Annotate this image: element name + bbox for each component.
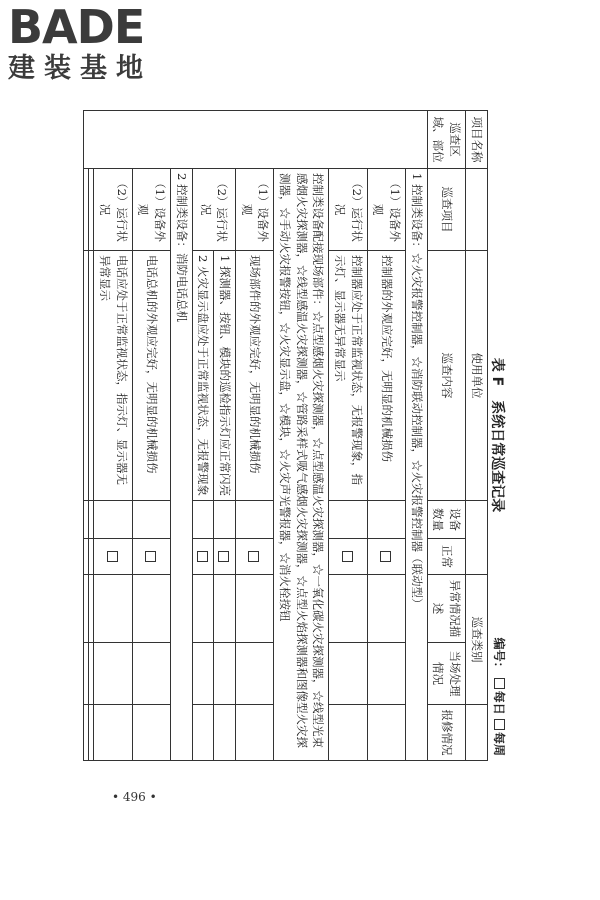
header-row-1: [466, 111, 488, 761]
field-devices-intro: 控制类设备配接现场部件：☆点型感烟火灾探测器，☆点型感温火灾探测器，☆一氧化碳火灾探测器，☆线型光束感烟火灾探测器，☆线型感温火灾探测器，☆管路采样式吸气感烟火灾探测器，☆点型火焰探测器和图像型火灾探测器，☆手动火灾报警按钮，☆火灾显示盘，☆模块，☆火灾声光警报器，☆消火栓按钮: [274, 169, 329, 761]
table-row: [132, 111, 170, 761]
rotated-record-sheet: [97, 110, 510, 760]
handling-label: 当场处理情况: [427, 643, 465, 705]
report-label: 报修情况: [427, 705, 465, 761]
device-count-cell[interactable]: [89, 501, 94, 539]
abnormal-cell[interactable]: [235, 575, 273, 643]
normal-checkbox-cell: [132, 539, 170, 575]
report-cell[interactable]: [132, 705, 170, 761]
content-cell-empty[interactable]: [89, 251, 94, 501]
device-count-cell[interactable]: [132, 501, 170, 539]
item-cell-empty[interactable]: [89, 169, 94, 251]
abnormal-cell[interactable]: [132, 575, 170, 643]
table-row: [214, 111, 236, 761]
normal-checkbox-cell: [192, 539, 214, 575]
normal-checkbox-cell: [367, 539, 405, 575]
normal-checkbox-cell: [235, 539, 273, 575]
abnormal-cell[interactable]: [192, 575, 214, 643]
document-title: 表 F 系统日常巡查记录: [489, 357, 505, 513]
content-cell: 现场部件的外观应完好，无明显的机械损伤: [235, 251, 273, 501]
device-count-cell[interactable]: [367, 501, 405, 539]
item-cell: （1）设备外观: [132, 169, 170, 251]
abnormal-cell[interactable]: [94, 575, 132, 643]
user-unit-label: 使用单位: [466, 251, 488, 501]
report-cell[interactable]: [89, 705, 94, 761]
daily-checkbox[interactable]: [494, 678, 505, 689]
normal-cell-empty[interactable]: [84, 539, 89, 575]
normal-checkbox[interactable]: [145, 551, 156, 562]
content-cell: 控制器的外观应完好，无明显的机械损伤: [367, 251, 405, 501]
table-row: [235, 111, 273, 761]
table-row: [274, 111, 329, 761]
handling-cell[interactable]: [132, 643, 170, 705]
abnormal-cell[interactable]: [89, 575, 94, 643]
logo-tagline: 建装基地: [8, 53, 152, 84]
section-1-title: 1 控制类设备：☆火灾报警控制器，☆消防联动控制器，☆火灾报警控制器（联动型）: [405, 169, 427, 761]
device-count-cell[interactable]: [235, 501, 273, 539]
abnormal-label: 异常情况描述: [427, 575, 465, 643]
normal-checkbox[interactable]: [218, 551, 229, 562]
report-cell[interactable]: [235, 705, 273, 761]
report-cell[interactable]: [84, 705, 89, 761]
brand-logo: [8, 0, 178, 88]
content-cell-empty[interactable]: [84, 251, 89, 501]
handling-cell[interactable]: [214, 643, 236, 705]
content-cell: 1 探测器、按钮、模块的巡检指示灯应正常闪亮: [214, 251, 236, 501]
report-cell[interactable]: [192, 705, 214, 761]
item-label: 巡查项目: [427, 169, 465, 251]
inspection-category-label: 巡查类别: [466, 575, 488, 705]
handling-cell[interactable]: [329, 643, 367, 705]
abnormal-cell[interactable]: [84, 575, 89, 643]
project-name-value[interactable]: [466, 169, 488, 251]
device-count-cell[interactable]: [214, 501, 236, 539]
handling-cell[interactable]: [94, 643, 132, 705]
report-cell[interactable]: [329, 705, 367, 761]
normal-checkbox-cell: [329, 539, 367, 575]
item-cell: （2）运行状况: [94, 169, 132, 251]
normal-cell-empty[interactable]: [89, 539, 94, 575]
content-cell: 电话应处于正常监视状态，指示灯、显示器无异常显示: [94, 251, 132, 501]
device-count-label: 设备数量: [427, 501, 465, 539]
handling-cell[interactable]: [367, 643, 405, 705]
abnormal-cell[interactable]: [367, 575, 405, 643]
section-2-title: 2 控制类设备：消防电话总机: [170, 169, 192, 761]
device-count-cell[interactable]: [329, 501, 367, 539]
serial-and-frequency: [491, 638, 508, 756]
inspection-category-value[interactable]: [466, 705, 488, 761]
normal-checkbox-cell: [94, 539, 132, 575]
abnormal-cell[interactable]: [214, 575, 236, 643]
content-label: 巡查内容: [427, 251, 465, 501]
report-cell[interactable]: [367, 705, 405, 761]
handling-cell[interactable]: [84, 643, 89, 705]
table-row: [94, 111, 132, 761]
abnormal-cell[interactable]: [329, 575, 367, 643]
report-cell[interactable]: [94, 705, 132, 761]
item-cell: （2）运行状况: [192, 169, 235, 251]
normal-checkbox[interactable]: [342, 551, 353, 562]
content-cell: 控制器应处于正常监视状态，无报警现象，指示灯、显示器无异常显示: [329, 251, 367, 501]
item-cell-empty[interactable]: [84, 169, 89, 251]
table-row: [367, 111, 405, 761]
content-cell: 2 火灾显示盘应处于正常监视状态，无报警现象: [192, 251, 214, 501]
normal-checkbox[interactable]: [197, 551, 208, 562]
weekly-checkbox[interactable]: [494, 719, 505, 730]
normal-checkbox[interactable]: [380, 551, 391, 562]
table-row: [84, 111, 89, 761]
table-row: [405, 111, 427, 761]
handling-cell[interactable]: [235, 643, 273, 705]
page-number: • 496 •: [112, 790, 157, 804]
project-name-label: 项目名称: [466, 111, 488, 169]
table-row: [329, 111, 367, 761]
normal-checkbox[interactable]: [248, 551, 259, 562]
area-label: 巡查区域、部位: [427, 111, 465, 169]
logo-wordmark: BADE: [8, 0, 145, 54]
device-count-cell[interactable]: [94, 501, 132, 539]
user-unit-value[interactable]: [466, 501, 488, 575]
normal-checkbox[interactable]: [107, 551, 118, 562]
device-count-cell[interactable]: [192, 501, 214, 539]
report-cell[interactable]: [214, 705, 236, 761]
header-row-2: [427, 111, 465, 761]
serial-label: 编号：: [492, 637, 506, 674]
weekly-label: 每周: [492, 731, 506, 756]
table-row: [89, 111, 94, 761]
content-cell: 电话总机的外观应完好，无明显的机械损伤: [132, 251, 170, 501]
normal-checkbox-cell: [214, 539, 236, 575]
handling-cell[interactable]: [89, 643, 94, 705]
normal-label: 正常: [427, 539, 465, 575]
inspection-table: [83, 110, 488, 761]
area-value-cell[interactable]: [84, 111, 427, 169]
handling-cell[interactable]: [192, 643, 214, 705]
item-cell: （2）运行状况: [329, 169, 367, 251]
item-cell: （1）设备外观: [235, 169, 273, 251]
device-count-cell[interactable]: [84, 501, 89, 539]
item-cell: （1）设备外观: [367, 169, 405, 251]
daily-label: 每日: [492, 690, 506, 715]
table-row: [170, 111, 192, 761]
